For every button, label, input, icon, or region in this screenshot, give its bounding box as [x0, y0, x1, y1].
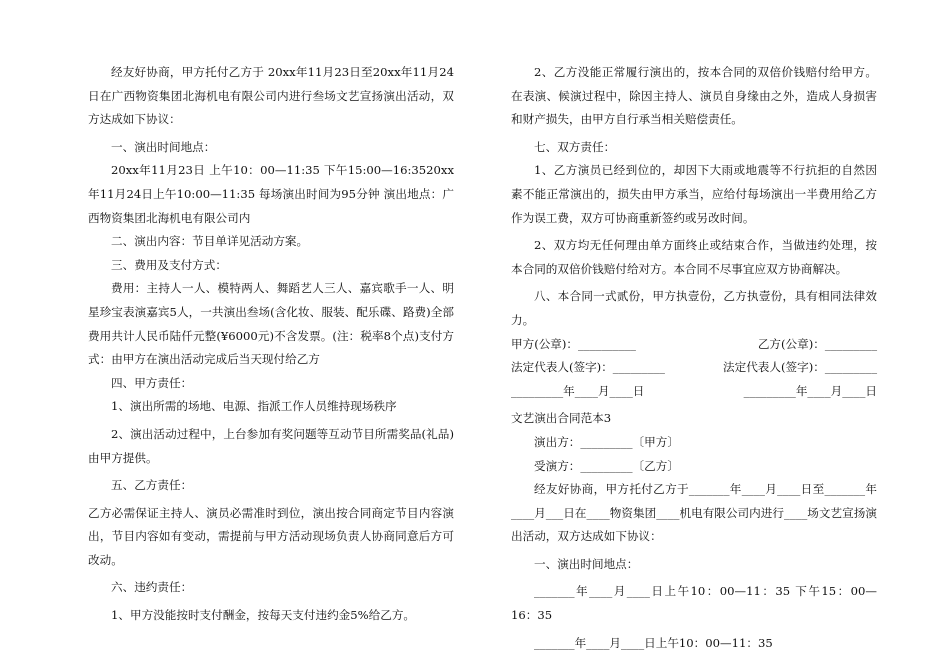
performer-line: 演出方：_________〔甲方〕	[534, 434, 679, 449]
section-heading: 六、违约责任：	[111, 580, 193, 595]
paragraph: 2、双方均无任何理由单方面终止或结束合作，当做违约处理，按本合同的双倍价钱赔付给对方。本合同不尽事宜应双方协商解决。	[511, 238, 877, 276]
paragraph: 费用：主持人一人、模特两人、舞蹈艺人三人、嘉宾歌手一人、明星珍宝表演嘉宾5人，一共演出叁场(含化妆、服装、配乐碟、路费)全部费用共计人民币陆仟元整(¥6000元)不含发票。(注：税率8个点)支付方式：由甲方在演出活动完成后当天现付给乙方	[88, 281, 454, 367]
paragraph: 1、演出所需的场地、电源、指派工作人员维持现场秩序	[111, 399, 397, 414]
section-heading: 一、演出时间地点：	[111, 139, 216, 154]
signature-row	[511, 356, 877, 380]
section-heading: 五、乙方责任：	[111, 478, 193, 493]
paragraph: 乙方必需保证主持人、演员必需准时到位，演出按合同商定节目内容演出，节目内容如有变动，需提前与甲方活动现场负责人协商同意后方可改动。	[88, 505, 454, 567]
paragraph: _______年____月____日上午10：00—11：35	[534, 635, 773, 650]
party-a-date-field: _________年____月____日	[511, 383, 645, 398]
section-heading: 三、费用及支付方式：	[111, 257, 227, 272]
party-b-representative-field: 法定代表人(签字)：_________	[723, 360, 877, 375]
sample-title: 文艺演出合同范本3	[511, 411, 612, 426]
party-a-seal-field: 甲方(公章)：__________	[511, 336, 636, 351]
signature-row	[511, 333, 877, 357]
signature-row	[511, 380, 877, 404]
party-b-date-field: _________年____月____日	[743, 383, 877, 398]
paragraph: 经友好协商，甲方托付乙方于 20xx年11月23日至20xx年11月24日在广西物资集团北海机电有限公司内进行叁场文艺宣扬演出活动，双方达成如下协议：	[88, 65, 454, 127]
paragraph: 20xx年11月23日 上午10：00—11:35 下午15:00—16:3520xx年11月24日上午10:00—11:35 每场演出时间为95分钟 演出地点：广西物资集团北海机电有限公司内	[88, 163, 454, 225]
paragraph: 2、乙方没能正常履行演出的，按本合同的双倍价钱赔付给甲方。 在表演、候演过程中，除因主持人、演员自身缘由之外，造成人身损害和财产损失，由甲方自行承当相关赔偿责任。	[511, 65, 877, 127]
section-heading: 一、演出时间地点：	[534, 556, 639, 571]
paragraph: 八、本合同一式贰份，甲方执壹份，乙方执壹份，具有相同法律效力。	[511, 289, 877, 327]
paragraph: 2、演出活动过程中，上台参加有奖问题等互动节目所需奖品(礼品)由甲方提供。	[88, 426, 454, 465]
party-b-seal-field: 乙方(公章)：_________	[757, 336, 877, 351]
right-column	[511, 61, 877, 655]
section-heading: 二、演出内容：节目单详见活动方案。	[111, 234, 309, 249]
party-a-representative-field: 法定代表人(签字)：_________	[511, 360, 665, 375]
left-column	[88, 61, 454, 628]
paragraph: _______年____月____日上午10：00—11：35 下午15：00—16：35	[511, 584, 877, 623]
paragraph: 1、乙方演员已经到位的，却因下大雨或地震等不行抗拒的自然因素不能正常演出的，损失由甲方承当，应给付每场演出一半费用给乙方作为误工费，双方可协商重新签约或另改时间。	[511, 163, 877, 225]
receiver-line: 受演方：_________〔乙方〕	[534, 458, 679, 473]
section-heading: 四、甲方责任：	[111, 375, 193, 390]
paragraph: 1、甲方没能按时支付酬金，按每天支付违约金5%给乙方。	[111, 608, 416, 623]
section-heading: 七、双方责任：	[534, 139, 616, 154]
paragraph: 经友好协商，甲方托付乙方于_______年____月____日至_______年____月___日在____物资集团____机电有限公司内进行____场文艺宣扬演出活动，双方达成如下协议：	[511, 482, 877, 544]
